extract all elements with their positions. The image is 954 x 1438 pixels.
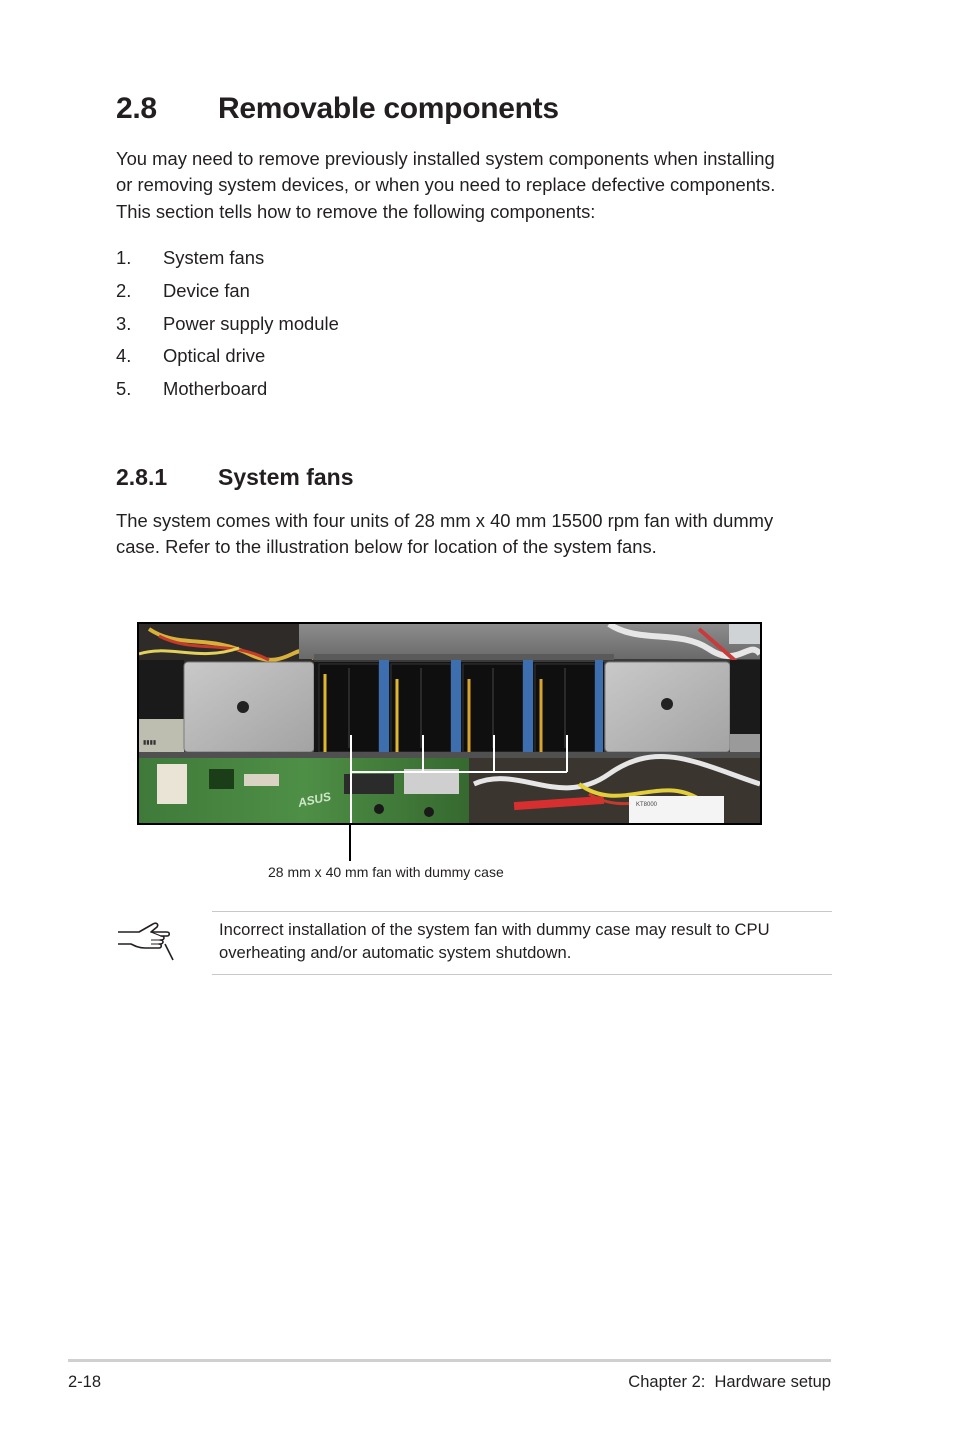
subsection-body <box>116 508 828 561</box>
fan-unit <box>535 664 595 752</box>
label-sticker: KT8000 <box>636 802 658 808</box>
intro-line: This section tells how to remove the following components: <box>116 200 596 222</box>
fan-unit <box>319 664 379 752</box>
subsection-number: 2.8.1 <box>116 464 168 490</box>
system-fans-photo <box>137 622 762 825</box>
note-text: Incorrect installation of the system fan with dummy case may result to CPU overheating and/or automatic system shutdown. <box>219 920 770 962</box>
component-list <box>116 245 339 409</box>
list-item <box>116 245 339 278</box>
callout-leader-line <box>349 825 351 861</box>
list-item-number: 2. <box>116 279 132 301</box>
page-number: 2-18 <box>68 1373 102 1391</box>
list-item <box>116 343 339 376</box>
section-number: 2.8 <box>116 92 157 125</box>
list-item-number: 3. <box>116 312 132 334</box>
list-item-number: 4. <box>116 345 132 367</box>
intro-line: You may need to remove previously installed system components when installing <box>116 148 775 169</box>
list-item <box>116 278 339 311</box>
note-bottom-rule <box>212 974 832 975</box>
fan-unit <box>391 664 451 752</box>
figure-caption: 28 mm x 40 mm fan with dummy case <box>268 864 504 880</box>
list-item <box>116 376 339 409</box>
chapter-title: Chapter 2: Hardware setup <box>628 1373 831 1391</box>
body-line: The system comes with four units of 28 mm x 40 mm 15500 rpm fan with dummy <box>116 510 774 531</box>
pointing-hand-icon <box>115 918 177 962</box>
list-item-number: 1. <box>116 247 132 268</box>
list-item <box>116 311 339 344</box>
subsection-heading <box>116 464 354 491</box>
body-line: case. Refer to the illustration below for location of the system fans. <box>116 536 657 558</box>
list-item-label: Motherboard <box>163 378 268 400</box>
intro-line: or removing system devices, or when you need to replace defective components. <box>116 174 776 196</box>
note-top-rule <box>212 911 832 912</box>
section-intro <box>116 146 828 225</box>
section-heading <box>116 92 559 126</box>
list-item-label: Optical drive <box>163 345 266 367</box>
list-item-label: System fans <box>163 247 265 268</box>
list-item-label: Device fan <box>163 279 250 301</box>
section-title: Removable components <box>218 92 559 125</box>
subsection-title: System fans <box>218 464 354 490</box>
list-item-number: 5. <box>116 378 132 400</box>
list-item-label: Power supply module <box>163 312 339 334</box>
chassis-illustration <box>139 624 760 823</box>
footer-rule <box>68 1359 831 1362</box>
svg-text:▮▮▮▮: ▮▮▮▮ <box>143 740 157 746</box>
board-logo: ASUS <box>296 789 333 810</box>
